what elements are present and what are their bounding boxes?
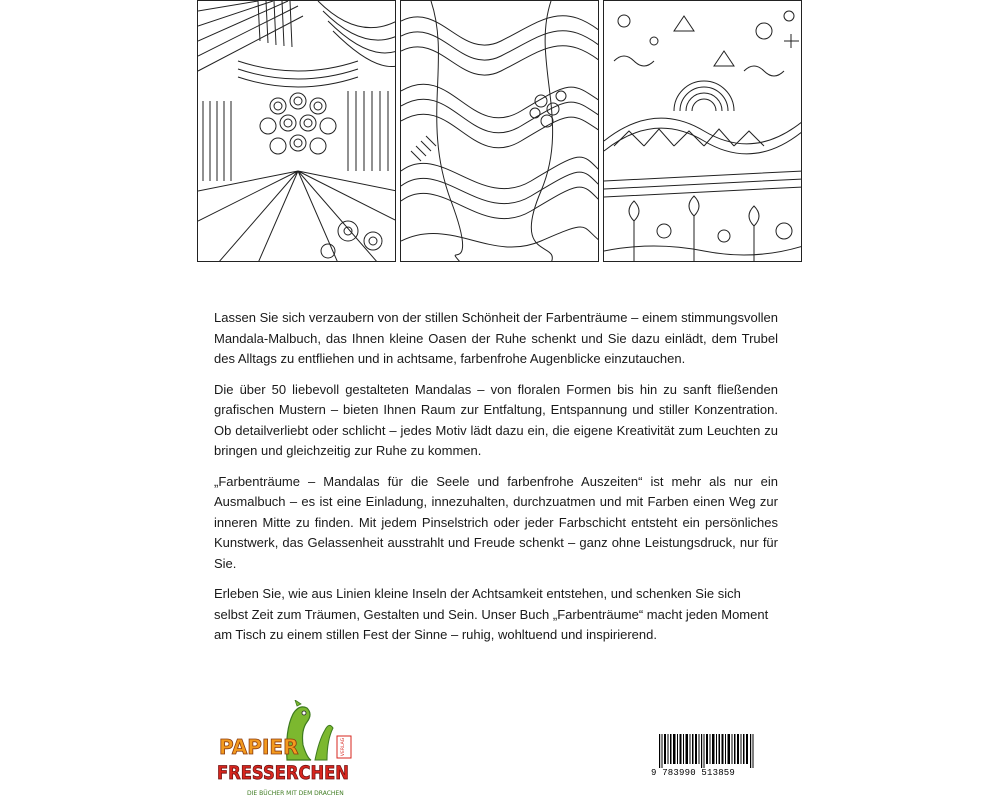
isbn-number: 9 783990 513859 [651,768,761,778]
blurb-paragraph: Die über 50 liebevoll gestalteten Mandalas – von floralen Formen bis hin zu sanft fließenden grafischen Mustern – bieten Ihnen Raum zur Entfaltung, Entspannung und stiller Konzentration. Ob detailverliebt oder schlicht – jedes Motiv lädt dazu ein, die eigene Kreativität zum Leuchten zu bringen und gleichzeitig zur Ruhe zu kommen. [214,381,778,458]
barcode-bars-icon [651,734,761,768]
logo-wordmark-line2: FRESSERCHEN [217,762,349,784]
logo-tagline: DIE BÜCHER MIT DEM DRACHEN [247,790,344,797]
zentangle-pattern-artwork [198,1,396,262]
back-cover-blurb [214,308,778,656]
cover-illustration-left [197,0,396,262]
logo-wordmark-line1: PAPIER [219,735,299,759]
blurb-paragraph: Lassen Sie sich verzaubern von der stillen Schönheit der Farbenträume – einem stimmungsvollen Mandala-Malbuch, das Ihnen kleine Oasen der Ruhe schenkt und Sie dazu einlädt, dem Trubel des Alltags zu entfliehen und in achtsame, farbenfrohe Augenblicke einzutauchen. [214,310,778,366]
blurb-paragraph: Erleben Sie, wie aus Linien kleine Inseln der Achtsamkeit entstehen, und schenken Sie sich selbst Zeit zum Träumen, Gestalten und Sein. Unser Buch „Farbenträume“ macht jeden Moment am Tisch zu einem stillen Fest der Sinne – ruhig, wohltuend und inspirierend. [214,586,769,642]
dragon-logo-icon [215,700,365,800]
logo-side-label: VERLAG [341,737,346,757]
blurb-paragraph: „Farbenträume – Mandalas für die Seele und farbenfrohe Auszeiten“ ist mehr als nur ein Ausmalbuch – es ist eine Einladung, innezuhalten, durchzuatmen und mit Farben einen Weg zur inneren Mitte zu finden. Mit jedem Pinselstrich oder jeder Farbschicht entsteht ein persönliches Kunstwerk, das Gelassenheit ausstrahlt und Freude schenkt – ganz ohne Leistungsdruck, nur für Sie. [214,473,778,571]
cover-illustration-right [603,0,802,262]
cover-illustration-center [400,0,599,262]
publisher-logo [215,700,365,800]
zentangle-wave-artwork [401,1,599,262]
zentangle-landscape-artwork [604,1,802,262]
